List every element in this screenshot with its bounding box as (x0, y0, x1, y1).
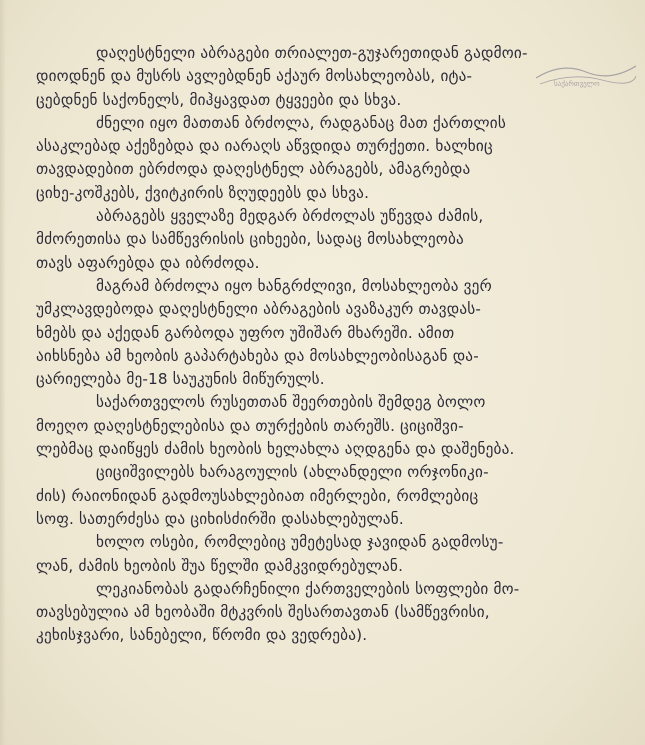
text-line: მაგრამ ბრძოლა იყო ხანგრძლივი, მოსახლეობა ვერ (96, 276, 492, 295)
text-line: ციციშვილებს ხარაგოულის (ახლანდელი ორჯონიკი- (96, 463, 489, 482)
text-line: სოფ. სათერძესა და ციხისძირში დასახლებულან. (36, 509, 404, 528)
text-line: ცარიელება მე-18 საუკუნის მიწურულს. (36, 370, 325, 389)
text-line: მოეღო დაღესტნელებისა და თურქების თარეშს. ციციშვი- (36, 416, 464, 435)
document-body (36, 42, 610, 648)
text-line: თავდადებით ებრძოდა დაღესტნელ აბრაგებს, ამაგრებდა (36, 160, 471, 179)
text-line: დიოდნენ და მუსრს ავლებდნენ აქაურ მოსახლეობას, იტა- (36, 67, 473, 86)
text-line: ლებმაც დაიწყეს ძამის ხეობის ხელახლა აღდგენა და დაშენება. (36, 440, 515, 459)
text-line: ხოლო ოსები, რომლებიც უმეტესად ჯავიდან გადმოსუ- (96, 533, 504, 552)
text-line: დაღესტნელი აბრაგები თრიალეთ-გუჯარეთიდან გადმოი- (96, 44, 528, 62)
text-line: ციხე-კოშკებს, ქვიტკირის ზღუდეებს და სხვა. (36, 183, 370, 202)
text-line: ძნელი იყო მათთან ბრძოლა, რადგანაც მათ ქართლის (96, 113, 506, 132)
stamp-text: საქართველო (554, 80, 600, 88)
text-line: თავსებულია ამ ხეობაში მტკვრის შესართავთან (სამწევრისი, (36, 603, 490, 622)
text-line: ხმებს და აქედან გარბოდა უფრო უშიშარ მხარეში. ამით (36, 323, 455, 342)
text-line: თავს აფარებდა და იბრძოდა. (36, 253, 260, 272)
page-edge-shadow (0, 0, 6, 745)
text-line: ასაკლებად აქეზებდა და იარაღს აწვდიდა თურქეთი. ხალხიც (36, 137, 493, 156)
text-line: ცებდნენ საქონელს, მიჰყავდათ ტყვეები და სხვა. (36, 90, 402, 109)
text-line: ძის) რაიონიდან გადმოუსახლებიათ იმერლები, რომლებიც (36, 486, 479, 505)
text-line: ლეკიანობას გადარჩენილი ქართველების სოფლები მო- (96, 579, 520, 598)
text-line: ლან, ძამის ხეობის შუა წელში დამკვიდრებულან. (36, 556, 404, 575)
text-line: კეხისჯვარი, სანებელი, წრომი და ვედრება). (36, 626, 368, 645)
text-line: მძორეთისა და სამწევრისის ციხეები, სადაც მოსახლეობა (36, 230, 464, 249)
text-line: აბრაგებს ყველაზე მედგარ ბრძოლას უწევდა ძამის, (96, 207, 484, 226)
text-line: აიხსნება ამ ხეობის გაპარტახება და მოსახლეობისაგან და- (36, 346, 479, 365)
text-line: უმკლავდებოდა დაღესტნელი აბრაგების ავაზაკურ თავდას- (36, 300, 482, 319)
text-line: საქართველოს რუსეთთან შეერთების შემდეგ ბოლო (96, 393, 486, 412)
